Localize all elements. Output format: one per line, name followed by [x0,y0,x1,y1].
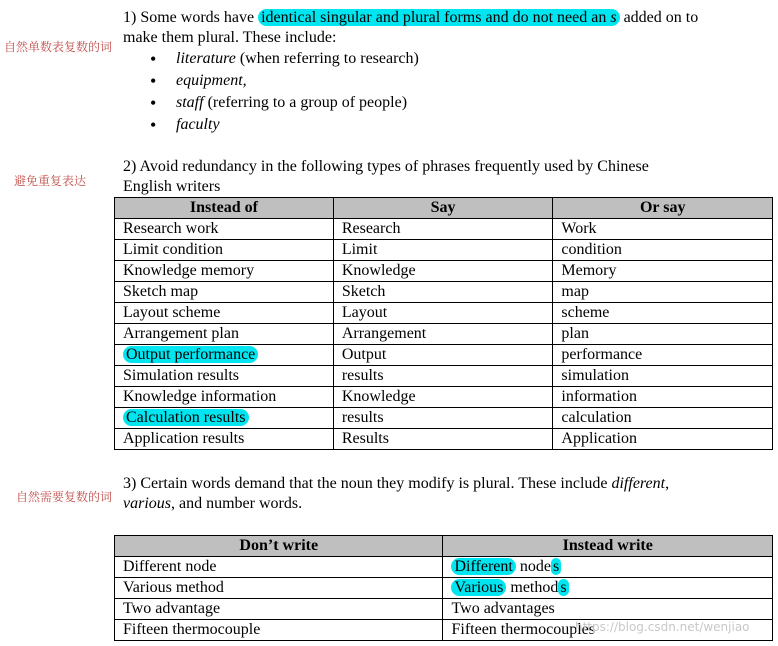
table-cell [115,345,334,366]
section3-line1-italic: different [611,475,666,492]
table-row [115,345,773,366]
section1-highlight-italic: s [610,9,617,26]
highlighted-word: Different [451,558,515,575]
highlighted-phrase: Output performance [123,346,258,363]
table-cell: Application results [115,429,334,450]
section1-highlight [258,9,619,26]
bullet-rest: (when referring to research) [235,50,419,67]
table-row [115,578,773,599]
table-cell: Various method [115,578,443,599]
table-cell: Work [553,219,773,240]
bullet-term: staff [176,94,204,111]
table-row [115,557,773,578]
table-row [115,240,773,261]
bullet-item [150,70,419,92]
table-cell: Results [333,429,553,450]
table-cell: results [333,408,553,429]
table-row [115,282,773,303]
table-cell: Research [333,219,553,240]
table-cell: results [333,366,553,387]
section3-line2 [123,494,302,514]
cell-text: Fifteen thermocouples [451,621,595,638]
bullet-term: faculty [176,116,220,133]
cell-text: method [506,579,559,596]
table-row [115,408,773,429]
table-cell: Output [333,345,553,366]
section1-line1-post: added on to [619,9,699,26]
table-cell: Knowledge memory [115,261,334,282]
bullet-item [150,48,419,70]
bullet-item [150,92,419,114]
header-or-say: Or say [553,198,773,219]
table-cell: Sketch map [115,282,334,303]
section2-line1: 2) Avoid redundancy in the following types of phrases frequently used by Chinese [123,158,649,175]
table-cell: Different node [115,557,443,578]
highlighted-word: Various [451,579,506,596]
highlighted-phrase: Calculation results [123,409,249,426]
table-cell: plan [553,324,773,345]
table-row [115,303,773,324]
table-cell: Layout [333,303,553,324]
section3-line2-italic: various [123,495,171,512]
table-cell: performance [553,345,773,366]
section1-highlight-text: identical singular and plural forms and do not need an [261,9,611,26]
table-cell [443,557,773,578]
table-header-row [115,536,773,557]
side-note-avoid-redundancy: 避免重复表达 [14,174,87,188]
section3-line2-post: , and number words. [171,495,303,512]
bullet-rest: (referring to a group of people) [203,94,408,111]
table-cell [443,599,773,620]
table-cell: Knowledge [333,387,553,408]
table-row [115,219,773,240]
bullet-item [150,114,419,136]
header-dont-write: Don’t write [115,536,443,557]
section1-line1-pre: 1) Some words have [123,9,259,26]
table-cell: calculation [553,408,773,429]
table-row [115,429,773,450]
table-cell [115,408,334,429]
table-cell: scheme [553,303,773,324]
table-cell: Sketch [333,282,553,303]
table-cell [443,578,773,599]
table-cell: Fifteen thermocouple [115,620,443,641]
table-cell: Limit [333,240,553,261]
cell-text: Two advantages [451,600,555,617]
section2-line2: English writers [123,178,221,195]
section3-line1-post: , [665,475,670,492]
table-row [115,366,773,387]
header-instead-write: Instead write [443,536,773,557]
table-cell: Memory [553,261,773,282]
table-cell: Arrangement plan [115,324,334,345]
table-cell: Application [553,429,773,450]
section1-line1 [123,8,698,28]
section1-bullet-list [150,48,419,136]
table-cell: Layout scheme [115,303,334,324]
table-cell: Simulation results [115,366,334,387]
table-row [115,599,773,620]
table-cell: Knowledge [333,261,553,282]
section3-line1-pre: 3) Certain words demand that the noun they modify is plural. These include [123,475,612,492]
cell-text: node [515,558,551,575]
table-cell: Research work [115,219,334,240]
watermark: https://blog.csdn.net/wenjiao [575,620,750,634]
table-cell: Two advantage [115,599,443,620]
table-cell: map [553,282,773,303]
redundancy-table [114,197,773,450]
header-instead-of: Instead of [115,198,334,219]
bullet-term: literature [176,50,236,67]
table-cell: information [553,387,773,408]
table-cell: Limit condition [115,240,334,261]
highlighted-suffix: s [552,558,560,575]
table-cell: simulation [553,366,773,387]
side-note-plural-words: 自然需要复数的词 [16,490,113,504]
table-cell: Knowledge information [115,387,334,408]
table-cell: Arrangement [333,324,553,345]
header-say: Say [333,198,553,219]
table-header-row [115,198,773,219]
bullet-term: equipment, [176,72,247,89]
highlighted-suffix: s [560,579,567,596]
table-row [115,324,773,345]
section3-line1 [123,474,669,494]
section1-line2: make them plural. These include: [123,29,337,46]
side-note-singular-plural: 自然单数表复数的词 [4,40,113,54]
table-row [115,387,773,408]
table-cell: condition [553,240,773,261]
table-row [115,261,773,282]
